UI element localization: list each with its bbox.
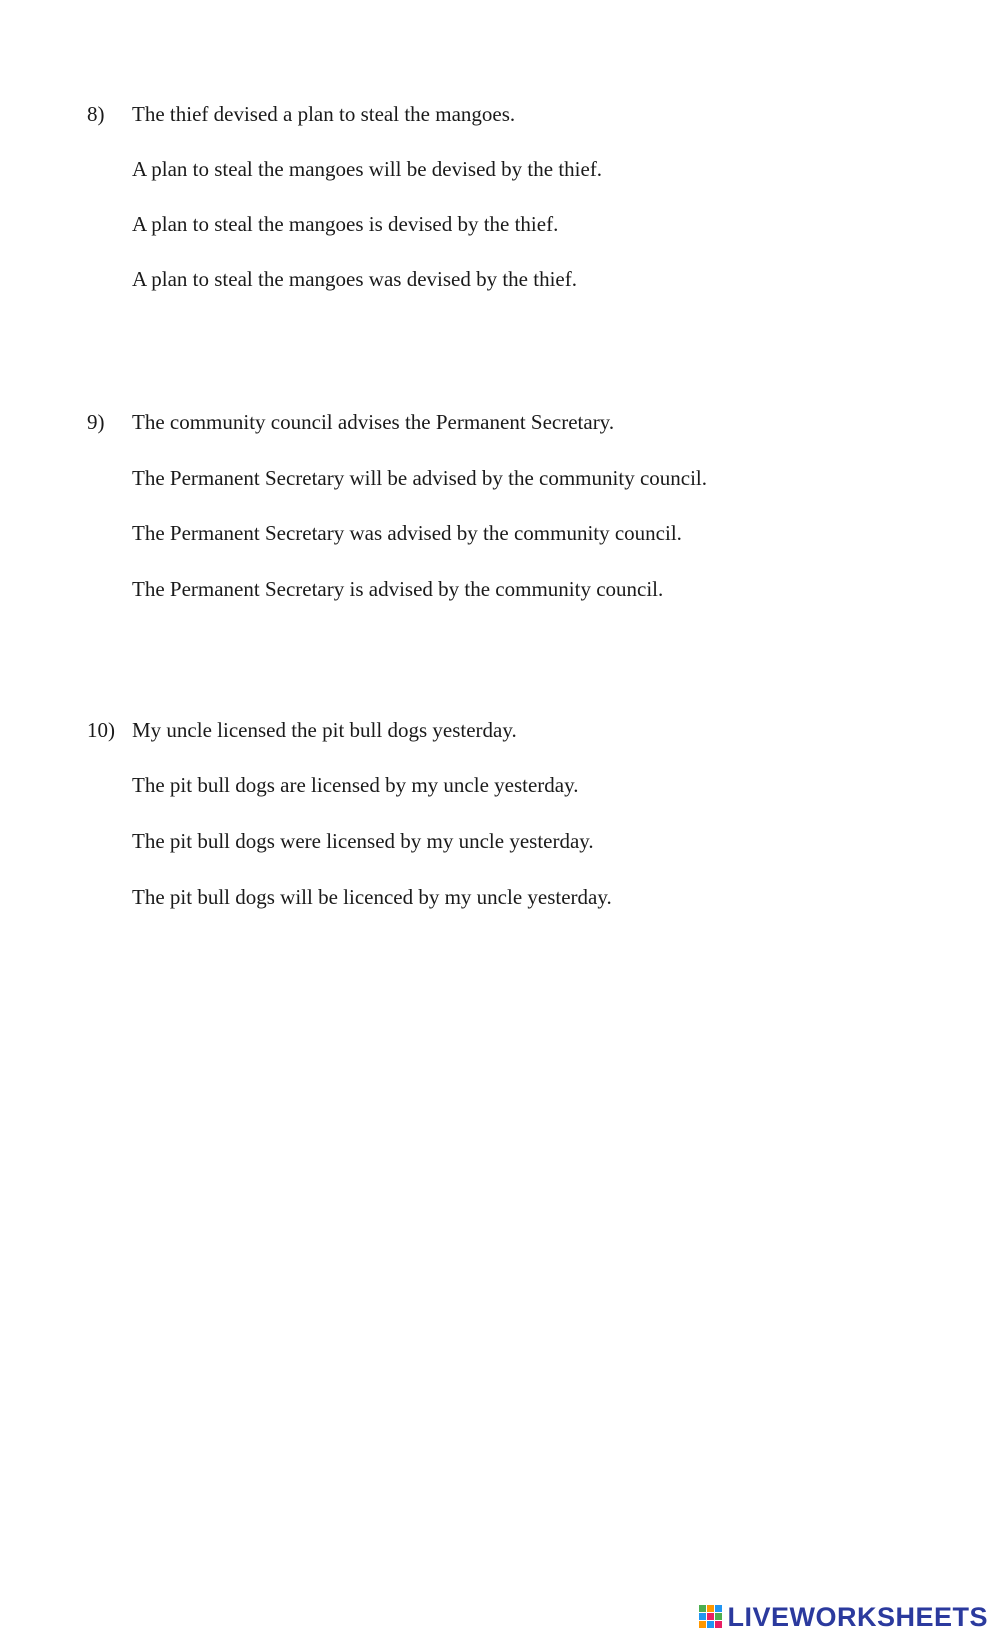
answer-option-a[interactable]: The Permanent Secretary will be advised by the community council. bbox=[132, 466, 707, 490]
answer-option-b[interactable]: The Permanent Secretary was advised by the community council. bbox=[132, 521, 682, 545]
question-number: 10) bbox=[87, 718, 115, 742]
brand-name: LIVEWORKSHEETS bbox=[727, 1602, 988, 1632]
answer-option-a[interactable]: A plan to steal the mangoes will be devised by the thief. bbox=[132, 157, 603, 181]
liveworksheets-logo-icon bbox=[699, 1605, 723, 1629]
answer-option-b[interactable]: A plan to steal the mangoes is devised by the thief. bbox=[132, 212, 559, 236]
answer-option-c[interactable]: A plan to steal the mangoes was devised by the thief. bbox=[132, 267, 577, 291]
question-stem: The thief devised a plan to steal the mangoes. bbox=[132, 102, 516, 126]
liveworksheets-watermark bbox=[699, 1601, 988, 1633]
question-number: 8) bbox=[87, 102, 105, 126]
question-number: 9) bbox=[87, 410, 105, 434]
answer-option-c[interactable]: The Permanent Secretary is advised by the community council. bbox=[132, 577, 664, 601]
question-stem: The community council advises the Permanent Secretary. bbox=[132, 410, 615, 434]
answer-option-a[interactable]: The pit bull dogs are licensed by my uncle yesterday. bbox=[132, 773, 579, 797]
question-stem: My uncle licensed the pit bull dogs yesterday. bbox=[132, 718, 517, 742]
answer-option-c[interactable]: The pit bull dogs will be licenced by my uncle yesterday. bbox=[132, 885, 612, 909]
answer-option-b[interactable]: The pit bull dogs were licensed by my uncle yesterday. bbox=[132, 829, 594, 853]
